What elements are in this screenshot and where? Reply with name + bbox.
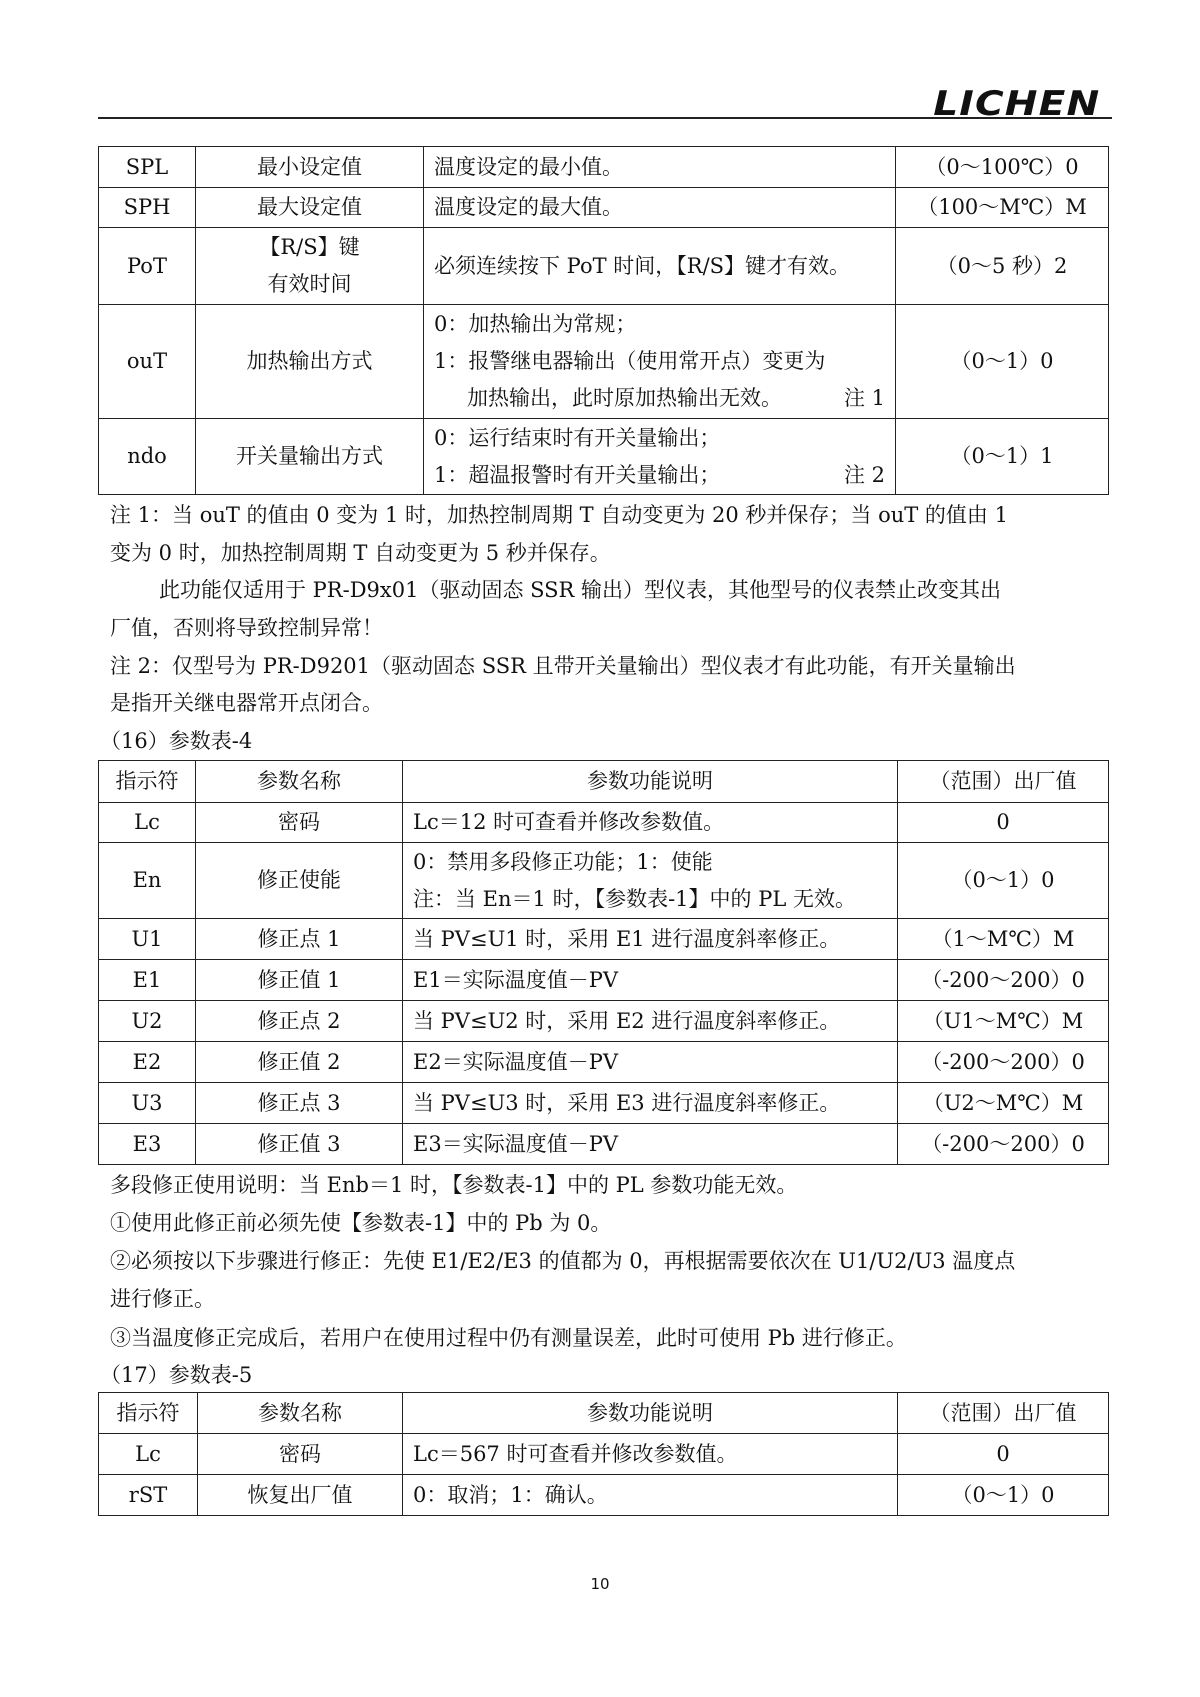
note-2-line-1: 注 2：仅型号为 PR-D9201（驱动固态 SSR 且带开关量输出）型仪表才有此功能，有开关量输出	[110, 654, 1016, 678]
lichen-logo: LICHEN	[932, 84, 1100, 124]
param-range: （0～1）0	[896, 305, 1109, 419]
section-title-17: （17）参数表-5	[100, 1363, 253, 1387]
note-warning-line-1: 此功能仅适用于 PR-D9x01（驱动固态 SSR 输出）型仪表，其他型号的仪表禁止改变其出	[159, 578, 1002, 602]
param-code: E1	[99, 960, 196, 1001]
param-table-continued	[98, 146, 1109, 495]
param-desc: E2＝实际温度值－PV	[403, 1042, 898, 1083]
note-1-line-2: 变为 0 时，加热控制周期 T 自动变更为 5 秒并保存。	[110, 541, 611, 565]
column-header: 指示符	[99, 761, 196, 803]
param-name: 开关量输出方式	[196, 419, 424, 495]
param-code: ouT	[99, 305, 196, 419]
table-row	[99, 1124, 1109, 1165]
param-name: 修正使能	[196, 843, 403, 919]
desc-text: 1：超温报警时有开关量输出；	[434, 462, 721, 487]
param-name: 最小设定值	[196, 147, 424, 188]
usage-step-1: ①使用此修正前必须先使【参数表-1】中的 Pb 为 0。	[110, 1211, 612, 1235]
param-code: PoT	[99, 228, 196, 305]
table-row	[99, 1434, 1109, 1475]
param-code: U1	[99, 919, 196, 960]
note-2-line-2: 是指开关继电器常开点闭合。	[110, 691, 383, 715]
table-row	[99, 1042, 1109, 1083]
param-range: 0	[898, 1434, 1109, 1475]
param-code: U2	[99, 1001, 196, 1042]
param-range: （0～5 秒）2	[896, 228, 1109, 305]
param-desc: 当 PV≤U3 时，采用 E3 进行温度斜率修正。	[403, 1083, 898, 1124]
note-ref: 注 2	[843, 462, 885, 487]
param-table-4	[98, 760, 1109, 1165]
param-range: （1～M℃）M	[898, 919, 1109, 960]
param-desc: 当 PV≤U2 时，采用 E2 进行温度斜率修正。	[403, 1001, 898, 1042]
param-desc: 当 PV≤U1 时，采用 E1 进行温度斜率修正。	[403, 919, 898, 960]
param-code: rST	[99, 1475, 198, 1516]
param-name: 修正值 1	[196, 960, 403, 1001]
param-code: Lc	[99, 1434, 198, 1475]
param-range: （0～100℃）0	[896, 147, 1109, 188]
param-table-5	[98, 1392, 1109, 1516]
param-code: SPL	[99, 147, 196, 188]
column-header: 参数名称	[196, 761, 403, 803]
param-range: （-200～200）0	[898, 1124, 1109, 1165]
desc-line: 1：报警继电器输出（使用常开点）变更为	[434, 349, 826, 373]
desc-line: 注：当 En＝1 时，【参数表-1】中的 PL 无效。	[413, 886, 856, 911]
param-desc: Lc＝567 时可查看并修改参数值。	[403, 1434, 898, 1475]
param-code: En	[99, 843, 196, 919]
param-desc: 0：取消；1：确认。	[403, 1475, 898, 1516]
usage-step-2-line-1: ②必须按以下步骤进行修正：先使 E1/E2/E3 的值都为 0，再根据需要依次在 U1/U2/U3 温度点	[110, 1249, 1016, 1273]
table-row	[99, 1083, 1109, 1124]
param-name: 修正值 3	[196, 1124, 403, 1165]
note-1-line-1: 注 1：当 ouT 的值由 0 变为 1 时，加热控制周期 T 自动变更为 20 秒并保存；当 ouT 的值由 1	[110, 503, 1008, 527]
param-range: （0～1）0	[898, 843, 1109, 919]
table-row	[99, 147, 1109, 188]
usage-intro: 多段修正使用说明：当 Enb＝1 时，【参数表-1】中的 PL 参数功能无效。	[110, 1173, 798, 1197]
header-divider	[98, 117, 1112, 119]
param-name-line: 有效时间	[267, 272, 352, 296]
column-header: （范围）出厂值	[898, 1393, 1109, 1434]
param-range: （-200～200）0	[898, 1042, 1109, 1083]
param-range: （100～M℃）M	[896, 188, 1109, 228]
usage-step-3: ③当温度修正完成后，若用户在使用过程中仍有测量误差，此时可使用 Pb 进行修正。	[110, 1326, 907, 1350]
param-name: 加热输出方式	[196, 305, 424, 419]
param-desc: E1＝实际温度值－PV	[403, 960, 898, 1001]
param-desc: 温度设定的最小值。	[424, 147, 896, 188]
param-name: 修正值 2	[196, 1042, 403, 1083]
param-range: （-200～200）0	[898, 960, 1109, 1001]
param-code: E3	[99, 1124, 196, 1165]
table-row	[99, 1001, 1109, 1042]
column-header: 参数功能说明	[403, 1393, 898, 1434]
table-row	[99, 843, 1109, 919]
param-name-line: 【R/S】键	[259, 235, 360, 259]
column-header: （范围）出厂值	[898, 761, 1109, 803]
param-name: 修正点 1	[196, 919, 403, 960]
table-row	[99, 919, 1109, 960]
param-range: （0～1）1	[896, 419, 1109, 495]
param-code: E2	[99, 1042, 196, 1083]
param-name: 密码	[196, 803, 403, 843]
param-desc	[403, 843, 898, 919]
desc-line: 0：加热输出为常规；	[434, 312, 637, 336]
param-name: 密码	[198, 1434, 403, 1475]
desc-line: 0：运行结束时有开关量输出；	[434, 425, 721, 450]
param-code: ndo	[99, 419, 196, 495]
param-name: 恢复出厂值	[198, 1475, 403, 1516]
desc-line: 0：禁用多段修正功能；1：使能	[413, 849, 713, 874]
desc-line-with-note	[434, 380, 885, 417]
param-name: 修正点 2	[196, 1001, 403, 1042]
param-range: （U1～M℃）M	[898, 1001, 1109, 1042]
param-code: Lc	[99, 803, 196, 843]
param-range: 0	[898, 803, 1109, 843]
column-header: 参数名称	[198, 1393, 403, 1434]
param-range: （U2～M℃）M	[898, 1083, 1109, 1124]
desc-line-with-note	[434, 457, 885, 494]
table-header-row	[99, 1393, 1109, 1434]
note-warning-line-2: 厂值，否则将导致控制异常！	[110, 616, 383, 640]
table-row	[99, 188, 1109, 228]
param-desc: 温度设定的最大值。	[424, 188, 896, 228]
param-name: 修正点 3	[196, 1083, 403, 1124]
param-name	[196, 228, 424, 305]
table-row	[99, 803, 1109, 843]
param-desc: Lc＝12 时可查看并修改参数值。	[403, 803, 898, 843]
param-desc: 必须连续按下 PoT 时间，【R/S】键才有效。	[424, 228, 896, 305]
table-row	[99, 228, 1109, 305]
table-row	[99, 960, 1109, 1001]
param-code: SPH	[99, 188, 196, 228]
page-number: 10	[590, 1575, 610, 1593]
param-code: U3	[99, 1083, 196, 1124]
column-header: 指示符	[99, 1393, 198, 1434]
column-header: 参数功能说明	[403, 761, 898, 803]
desc-text: 加热输出，此时原加热输出无效。	[467, 386, 782, 410]
param-range: （0～1）0	[898, 1475, 1109, 1516]
table-row	[99, 1475, 1109, 1516]
note-ref: 注 1	[843, 386, 885, 410]
param-desc	[424, 305, 896, 419]
table-row	[99, 305, 1109, 419]
param-desc: E3＝实际温度值－PV	[403, 1124, 898, 1165]
param-desc	[424, 419, 896, 495]
param-name: 最大设定值	[196, 188, 424, 228]
table-row	[99, 419, 1109, 495]
usage-step-2-line-2: 进行修正。	[110, 1287, 215, 1311]
table-header-row	[99, 761, 1109, 803]
section-title-16: （16）参数表-4	[100, 729, 253, 753]
